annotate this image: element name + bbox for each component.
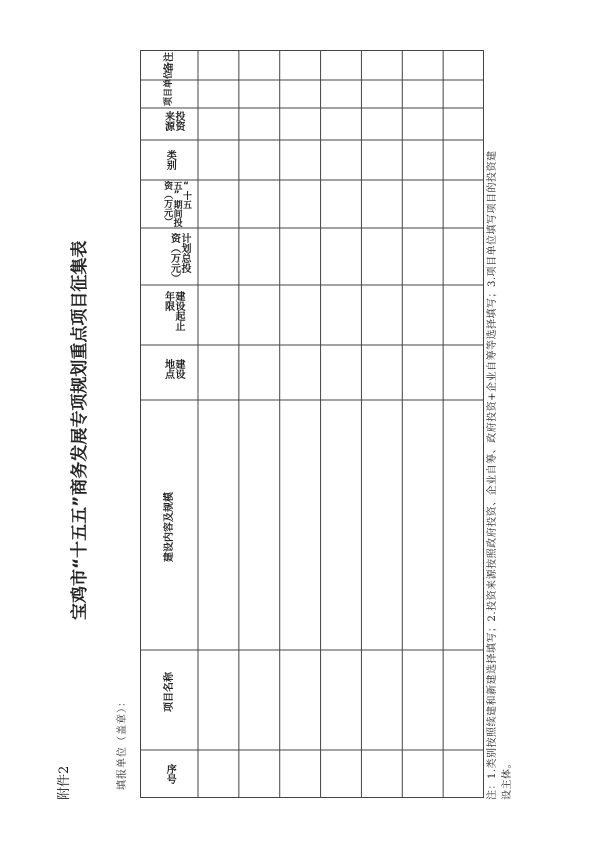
header-project-unit-label: 项目单位 — [164, 69, 174, 106]
header-project-name-label: 项目名称 — [164, 672, 175, 712]
header-project-name — [140, 650, 198, 750]
note-line-1: 注：1.类别按照续建和新建选择填写；2.投资来源按照政府投资、企业自筹、政府投资+企业自筹等选择填写；3.项目单位填写项目的投资建 — [487, 150, 498, 800]
page-title: 宝鸡市“十五五”商务发展专项规划重点项目征集表 — [70, 240, 90, 620]
header-remarks-label: 备注 — [164, 52, 175, 72]
header-funding-source-label: 投资来源 — [162, 111, 184, 131]
header-total-investment-label: 计划总投资（万元） — [168, 232, 190, 283]
header-category — [140, 140, 198, 180]
header-location — [140, 345, 198, 400]
header-period — [140, 285, 198, 345]
table-row — [321, 50, 362, 798]
header-period-label: 建设起止年限 — [162, 291, 184, 331]
header-seq — [140, 750, 198, 798]
table-row — [239, 50, 280, 798]
header-seq-label: 序号 — [164, 764, 176, 784]
header-project-unit — [140, 69, 198, 108]
header-funding-source — [140, 108, 198, 140]
filler-unit-label: 填报单位（盖章）： — [117, 696, 128, 790]
table-row — [280, 50, 321, 798]
header-location-label: 建设地点 — [162, 358, 184, 379]
header-content-scale-label: 建设内容及规模 — [164, 492, 175, 562]
table-row — [361, 50, 402, 798]
header-category-label: 类别 — [164, 150, 176, 170]
attachment-label: 附件2 — [57, 765, 72, 800]
table-row — [443, 50, 484, 798]
header-content-scale — [140, 400, 198, 650]
header-plan-period-investment — [140, 180, 198, 228]
header-total-investment — [140, 228, 198, 285]
project-collection-table — [140, 50, 484, 798]
note-line-2: 设主体。 — [502, 758, 513, 800]
table-row — [198, 50, 239, 798]
header-plan-period-investment-label: “十五五”期间投资（万元） — [162, 181, 191, 227]
header-remarks — [140, 50, 198, 80]
table-row — [402, 50, 443, 798]
